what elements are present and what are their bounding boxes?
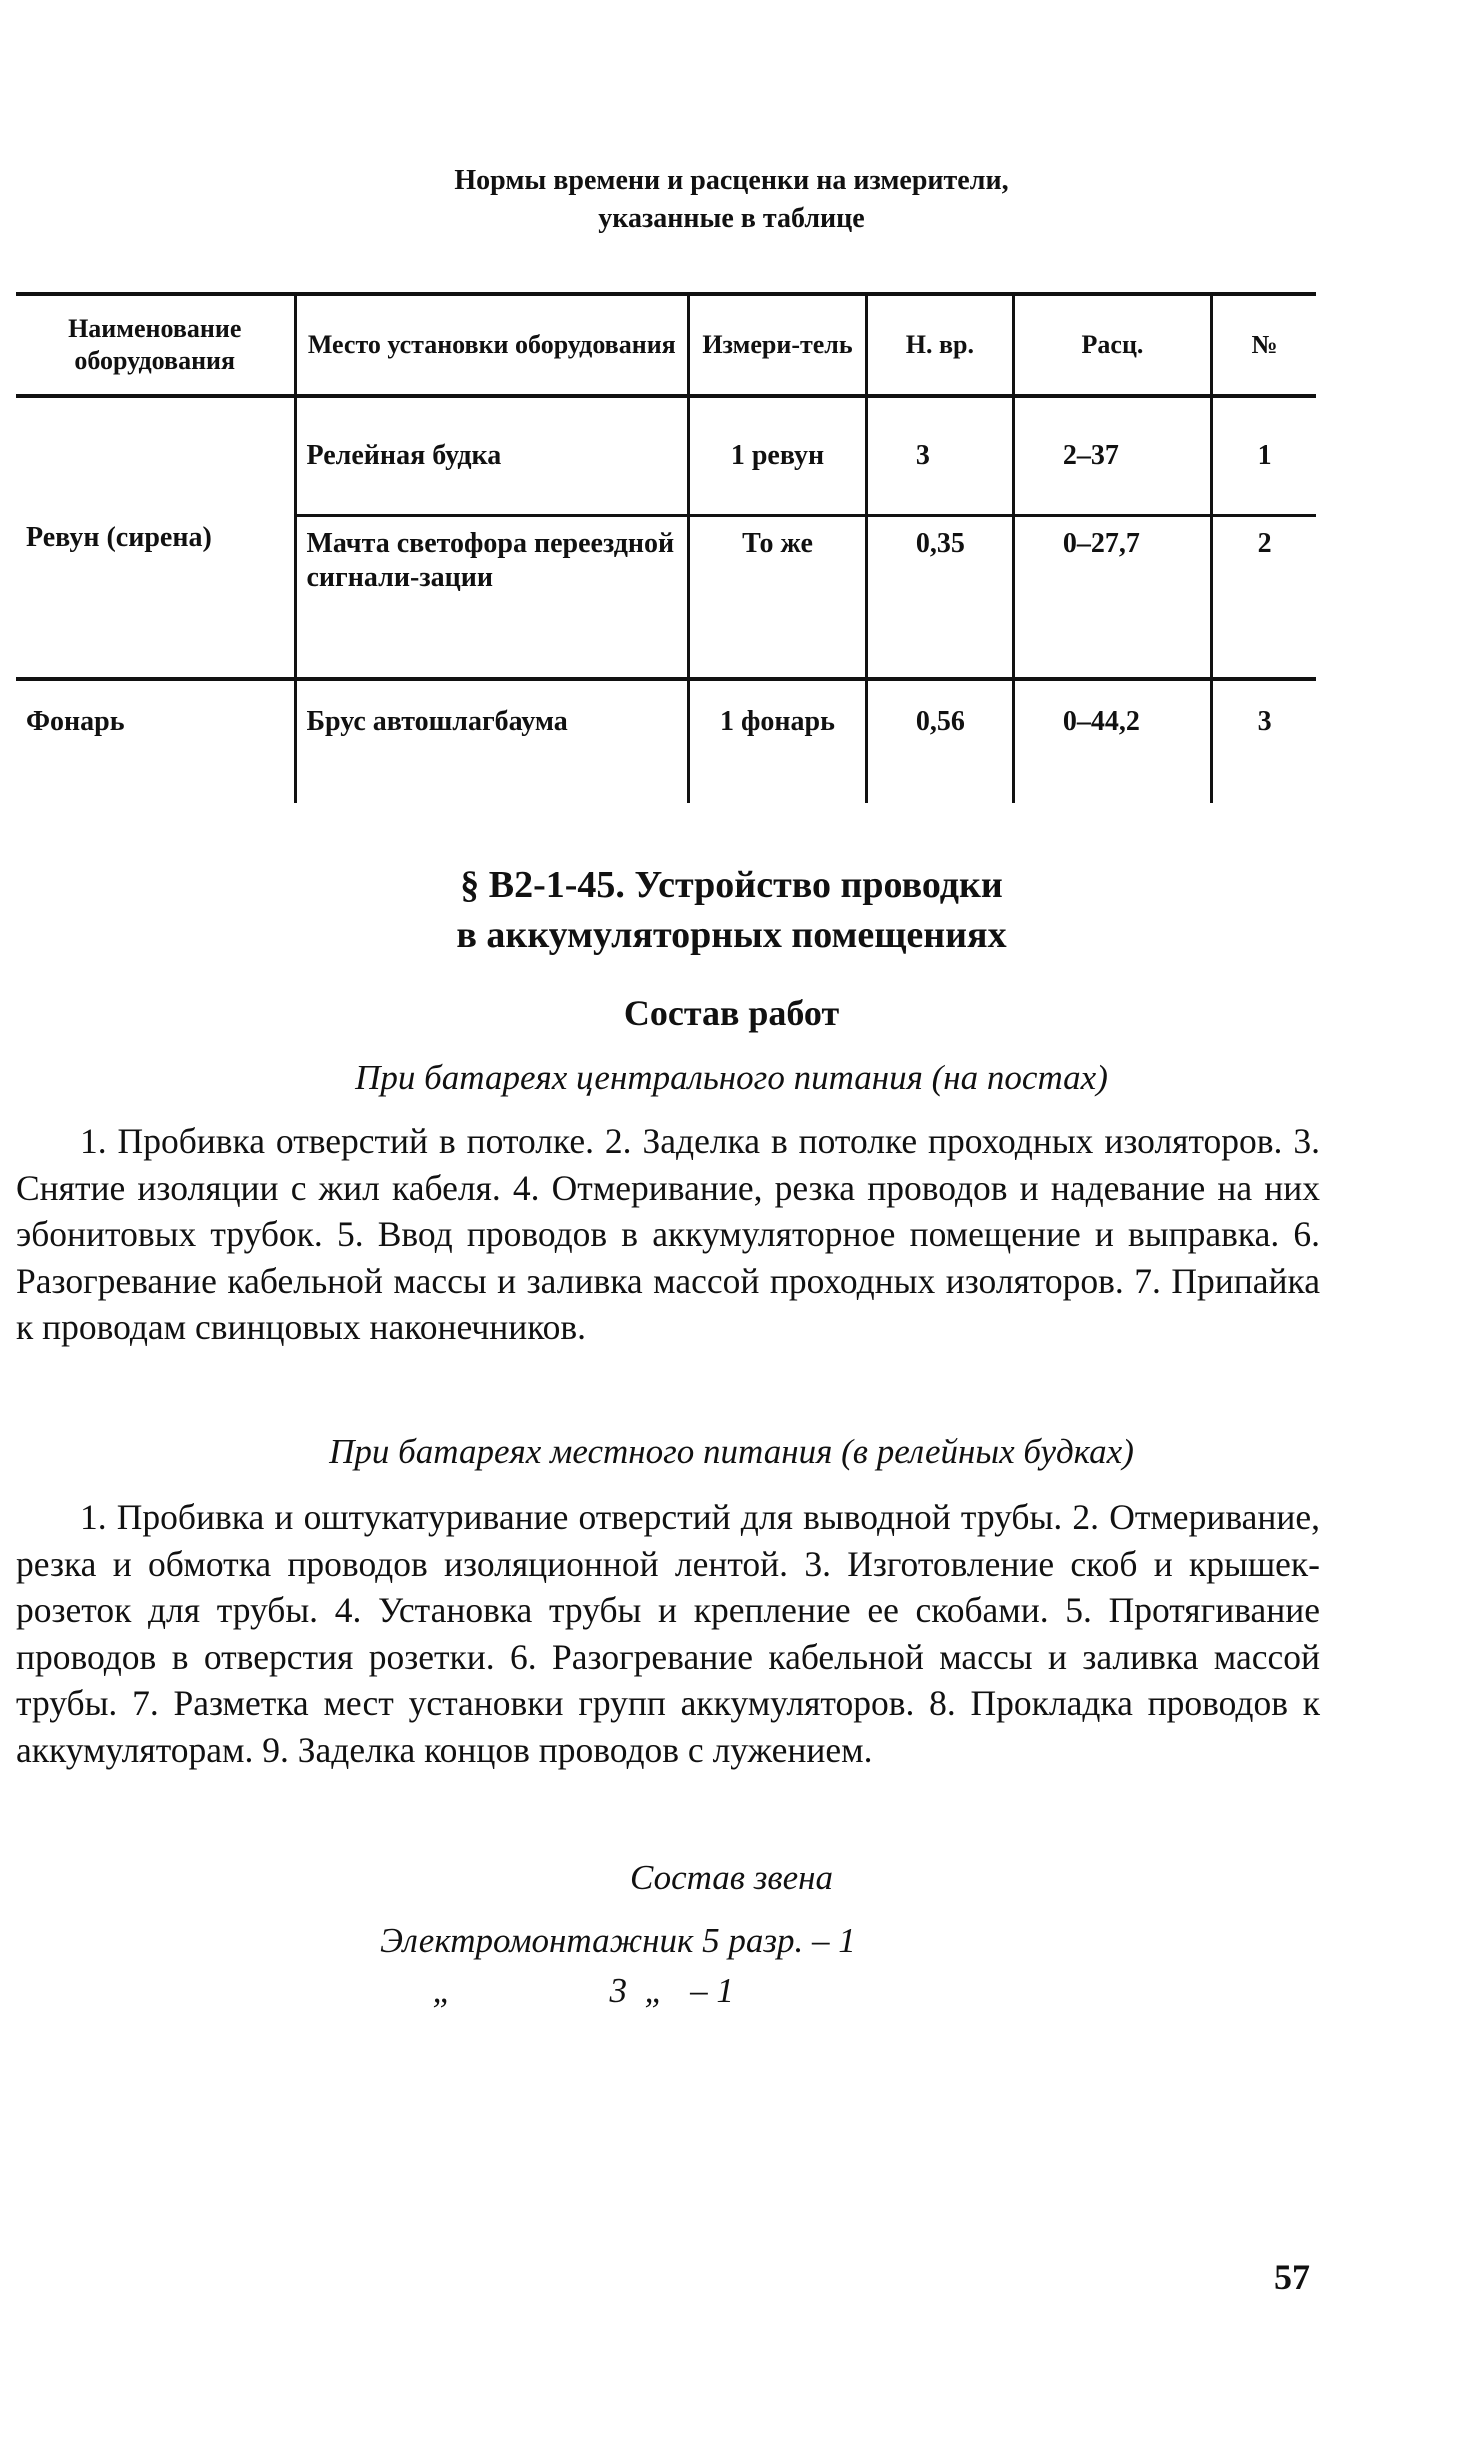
central-supply-paragraph: 1. Пробивка отверстий в потолке. 2. Заделка в потолке проходных изоляторов. 3. Снятие изоляции с жил кабеля. 4. Отмеривание, резка проводов и надевание на них эбонитовых трубок. 5. Ввод проводов в аккумуляторное помещение и выправка. 6. Разогревание кабельной массы и заливка массой проходных изоляторов. 7. Припайка к проводам свинцовых наконечников. bbox=[16, 1121, 1320, 1347]
cell-place: Релейная будка bbox=[295, 396, 689, 516]
cell-rate: 2–37 bbox=[1013, 396, 1211, 516]
cell-place: Мачта светофора переездной сигнали-зации bbox=[295, 516, 689, 680]
crew-list bbox=[380, 1916, 980, 2016]
cell-rate: 0–44,2 bbox=[1013, 679, 1211, 803]
norms-table bbox=[16, 292, 1316, 803]
header-unit: Измери-тель bbox=[689, 294, 867, 396]
header-norm: Н. вр. bbox=[866, 294, 1013, 396]
cell-number: 2 bbox=[1212, 516, 1316, 680]
header-number: № bbox=[1212, 294, 1316, 396]
section-title bbox=[0, 860, 1463, 960]
cell-number: 3 bbox=[1212, 679, 1316, 803]
page-number: 57 bbox=[1274, 2257, 1310, 2297]
local-supply-heading: При батареях местного питания (в релейных будках) bbox=[329, 1432, 1134, 1471]
header-place: Место установки оборудования bbox=[295, 294, 689, 396]
table-row bbox=[16, 679, 1316, 803]
caption-line-1: Нормы времени и расценки на измерители, bbox=[454, 165, 1009, 196]
cell-norm: 3 bbox=[866, 396, 1013, 516]
local-supply-paragraph: 1. Пробивка и оштукатуривание отверстий для выводной трубы. 2. Отмеривание, резка и обмотка проводов изоляционной лентой. 3. Изготовление скоб и крышек-розеток для трубы. 4. Установка трубы и крепление ее скобами. 5. Протягивание проводов в отверстия розетки. 6. Разогревание кабельной массы и заливка массой трубы. 7. Разметка мест установки групп аккумуляторов. 8. Прокладка проводов к аккумуляторам. 9. Заделка концов проводов с лужением. bbox=[16, 1497, 1320, 1770]
section-title-line-1: § В2-1-45. Устройство проводки bbox=[460, 864, 1003, 906]
cell-norm: 0,56 bbox=[866, 679, 1013, 803]
cell-place: Брус автошлагбаума bbox=[295, 679, 689, 803]
crew-heading: Состав звена bbox=[629, 1858, 833, 1897]
header-rate: Расц. bbox=[1013, 294, 1211, 396]
header-equipment: Наименование оборудования bbox=[68, 314, 242, 375]
cell-unit: 1 ревун bbox=[689, 396, 867, 516]
crew-line: Электромонтажник 5 разр. – 1 bbox=[380, 1921, 856, 1960]
composition-heading: Состав работ bbox=[623, 993, 840, 1033]
cell-number: 1 bbox=[1212, 396, 1316, 516]
caption-line-2: указанные в таблице bbox=[598, 203, 865, 234]
cell-equipment: Фонарь bbox=[26, 706, 125, 737]
crew-line: „ 3 „ – 1 bbox=[380, 1971, 734, 2010]
cell-rate: 0–27,7 bbox=[1013, 516, 1211, 680]
cell-unit: 1 фонарь bbox=[689, 679, 867, 803]
cell-unit: То же bbox=[689, 516, 867, 680]
cell-equipment: Ревун (сирена) bbox=[26, 521, 212, 553]
section-title-line-2: в аккумуляторных помещениях bbox=[456, 914, 1007, 956]
central-supply-heading: При батареях центрального питания (на постах) bbox=[355, 1058, 1108, 1097]
cell-norm: 0,35 bbox=[866, 516, 1013, 680]
table-row bbox=[16, 396, 1316, 516]
table-caption bbox=[0, 162, 1463, 238]
table-header-row bbox=[16, 294, 1316, 396]
